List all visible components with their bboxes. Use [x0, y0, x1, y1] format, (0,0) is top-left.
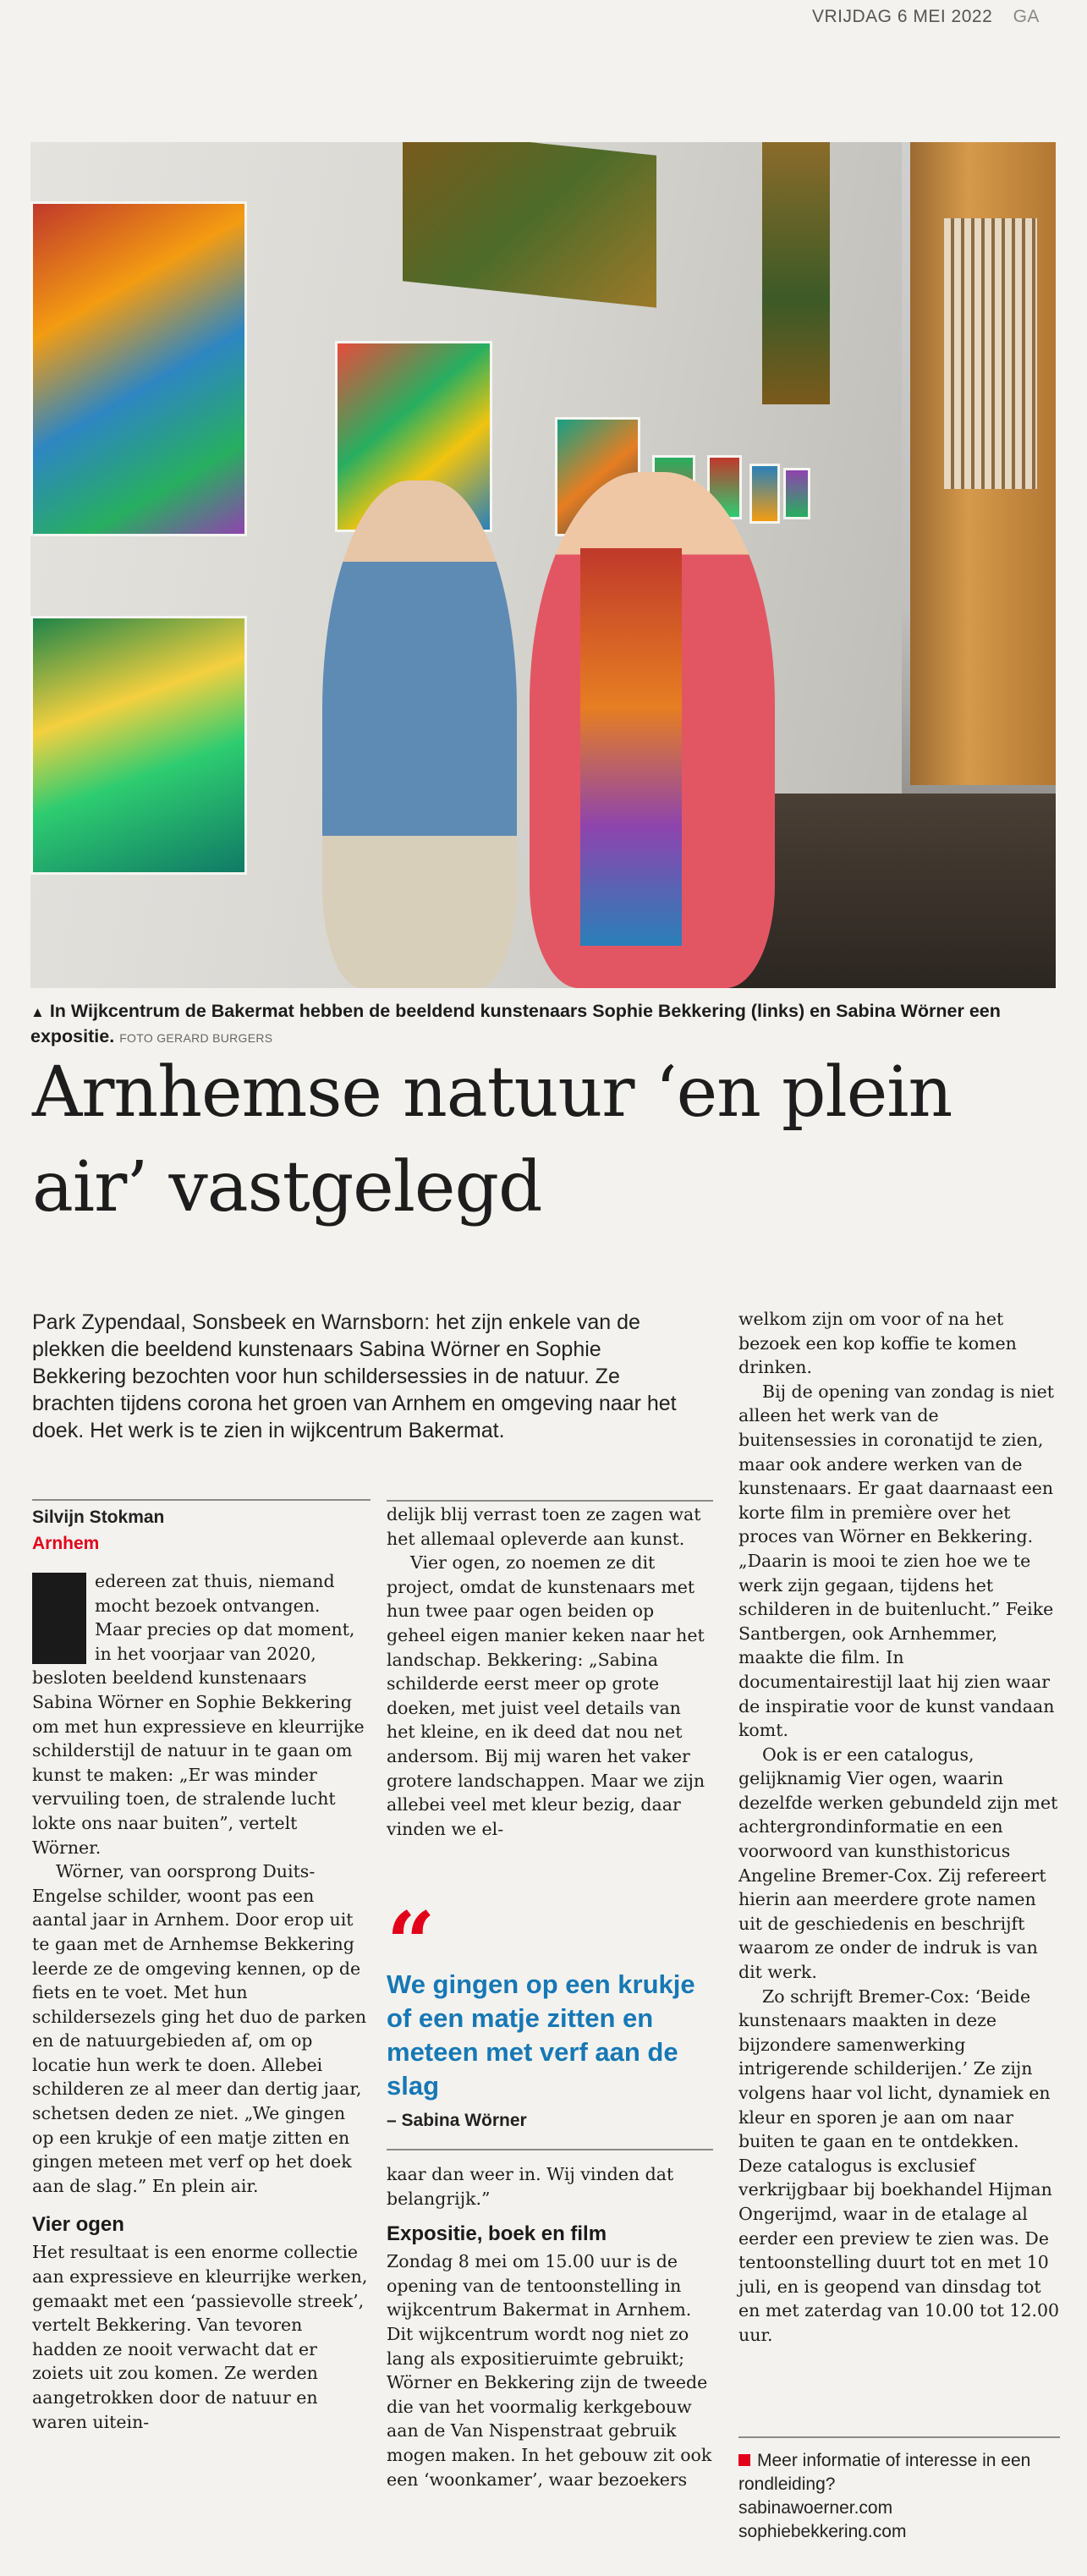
- body-paragraph: welkom zijn om voor of na het bezoek een kop koffie te komen drinken.: [738, 1309, 1017, 1378]
- pull-quote: We gingen op een krukje of een matje zitten en meteen met verf aan de slag: [387, 1969, 695, 2101]
- edition-code: GA: [1013, 7, 1040, 26]
- painting: [783, 468, 810, 519]
- tapestry: [403, 142, 656, 308]
- column-rule: [387, 1500, 713, 1502]
- info-text-row: [738, 2449, 1060, 2496]
- info-rule: [738, 2436, 1060, 2438]
- scarf: [580, 548, 682, 946]
- photo-caption: [30, 999, 1056, 1050]
- painting: [749, 464, 780, 524]
- website-link-bekkering[interactable]: sophiebekkering.com: [738, 2522, 907, 2541]
- column-1: [32, 1569, 369, 2434]
- byline-author: Silvijn Stokman: [32, 1508, 165, 1527]
- info-text: Meer informatie of interesse in een rondleiding?: [738, 2451, 1031, 2494]
- article-photo: [30, 142, 1056, 988]
- body-paragraph: Vier ogen, zo noemen ze dit project, omdat de kunstenaars met hun twee paar ogen beiden op geheel eigen manier keken naar het landschap. Bekkering: „Sabina schilderde eerst meer op grote doeken, met juist veel details van het kleine, en ik deed dat nou net andersom. Bij mij waren het vaker grotere landschappen. Maar we zijn allebei veel met kleur bezig, daar vinden we el-: [387, 1552, 705, 1839]
- caption-triangle-icon: ▲: [30, 1004, 45, 1020]
- body-paragraph: Ook is er een catalogus, gelijknamig Vier ogen, waarin dezelfde werken gebundeld zijn met achtergrondinformatie en een voorwoord van kunsthistoricus Angeline Bremer-Cox. Zij refereert hierin aan meerdere grote namen uit de geschiedenis en beschrijft waarom ze onder de indruk is van dit werk.: [738, 1744, 1058, 1983]
- website-link-woerner[interactable]: sabinawoerner.com: [738, 2498, 893, 2518]
- body-paragraph: Het resultaat is een enorme collectie aan expressieve en kleurrijke werken, gemaakt met een ‘passievolle streek’, vertelt Bekkering. Van tevoren hadden ze nooit verwacht dat er zoiets uit zou komen. Ze werden aangetrokken door de natuur en waren uitein-: [32, 2242, 368, 2432]
- painting: [30, 616, 247, 875]
- photo-credit: FOTO GERARD BURGERS: [119, 1031, 273, 1045]
- column-3: [738, 1307, 1060, 2348]
- info-box: [738, 2449, 1060, 2544]
- subhead-vier-ogen: Vier ogen: [32, 2213, 124, 2237]
- tapestry: [762, 142, 830, 404]
- body-paragraph: edereen zat thuis, niemand mocht bezoek ontvangen. Maar precies op dat moment, in het voorjaar van 2020, besloten beeldend kunstenaars Sabina Wörner en Sophie Bekkering om met hun expressieve en kleurrijke schilderstijl de natuur in te gaan om kunst te maken: „Er was minder vervuiling toen, de stralende lucht lokte ons naar buiten”, vertelt Wörner.: [32, 1571, 365, 1858]
- dropcap-i: [32, 1573, 86, 1664]
- quote-rule: [387, 2149, 713, 2150]
- column-2-top: [387, 1502, 713, 1841]
- headline: Arnhemse natuur ‘en plein air’ vastgelegd: [32, 1052, 952, 1228]
- subhead-expositie: Expositie, boek en film: [387, 2222, 607, 2246]
- byline-rule: [32, 1499, 371, 1501]
- organ-pipes: [944, 218, 1037, 489]
- body-paragraph: Wörner, van oorsprong Duits-Engelse schilder, woont pas een aantal jaar in Arnhem. Door erop uit te gaan met de Arnhemse Bekkering leerde ze de omgeving kennen, op de fiets en te voet. Met hun schildersezels ging het duo de parken en de natuurgebieden af, om op locatie hun werk te doen. Allebei schilderen ze al meer dan dertig jaar, schetsen deden ze niet. „We gingen op een krukje of een matje zitten en gingen meteen met verf op het doek aan de slag.” En plein air.: [32, 1861, 367, 2196]
- byline-location: Arnhem: [32, 1534, 100, 1553]
- pull-quote-attribution: – Sabina Wörner: [387, 2111, 527, 2130]
- intro-paragraph: Park Zypendaal, Sonsbeek en Warnsborn: het zijn enkele van de plekken die beeldend kunstenaars Sabina Wörner en Sophie Bekkering bezochten voor hun schildersessies in de natuur. Ze brachten tijdens corona het groen van Arnhem en omgeving naar het doek. Het werk is te zien in wijkcentrum Bakermat.: [32, 1310, 677, 1442]
- masthead: [812, 7, 1040, 27]
- column-2-bottom: [387, 2162, 713, 2491]
- body-paragraph: delijk blij verrast toen ze zagen wat het allemaal opleverde aan kunst.: [387, 1504, 701, 1549]
- body-paragraph: kaar dan weer in. Wij vinden dat belangrijk.”: [387, 2164, 674, 2209]
- issue-date: VRIJDAG 6 MEI 2022: [812, 7, 993, 26]
- painting: [30, 201, 247, 536]
- body-paragraph: Zondag 8 mei om 15.00 uur is de opening van de tentoonstelling in wijkcentrum Bakermat in Arnhem. Dit wijkcentrum wordt nog niet zo lang als expositieruimte gebruikt; Wörner en Bekkering zijn de tweede die van het voormalig kerkgebouw aan de Van Nispenstraat gebruik mogen maken. In het gebouw zit ook een ‘woonkamer’, waar bezoekers: [387, 2251, 712, 2490]
- artist-left: [322, 481, 517, 988]
- quote-mark-icon: “: [387, 1893, 436, 1993]
- body-paragraph: Bij de opening van zondag is niet alleen het werk van de buitensessies in coronatijd te zien, maar ook andere werken van de kunstenaars. Er gaat daarnaast een korte film in première over het proces van Wörner en Bekkering. „Daarin is mooi te zien hoe we te werk zijn gegaan, tijdens het schilderen in de buitenlucht.” Feike Santbergen, ook Arnhemmer, maakte die film. In documentairestijl laat hij zien waar de inspiratie voor de kunst vandaan komt.: [738, 1381, 1055, 1741]
- body-paragraph: Zo schrijft Bremer-Cox: ‘Beide kunstenaars maakten in deze bijzondere samenwerking intrigerende schilderijen.’ Ze zijn volgens haar vol licht, dynamiek en kleur en sporen je aan om naar buiten te gaan en te ontdekken. Deze catalogus is exclusief verkrijgbaar bij boekhandel Hijman Ongerijmd, waar in de etalage al eerder een preview te zien was. De tentoonstelling duurt tot en met 10 juli, en is geopend van dinsdag tot en met zaterdag van 10.00 tot 12.00 uur.: [738, 1986, 1060, 2345]
- caption-text: In Wijkcentrum de Bakermat hebben de beeldend kunstenaars Sophie Bekkering (links) en Sabina Wörner een expositie.: [30, 1001, 1001, 1046]
- info-square-icon: [738, 2454, 750, 2466]
